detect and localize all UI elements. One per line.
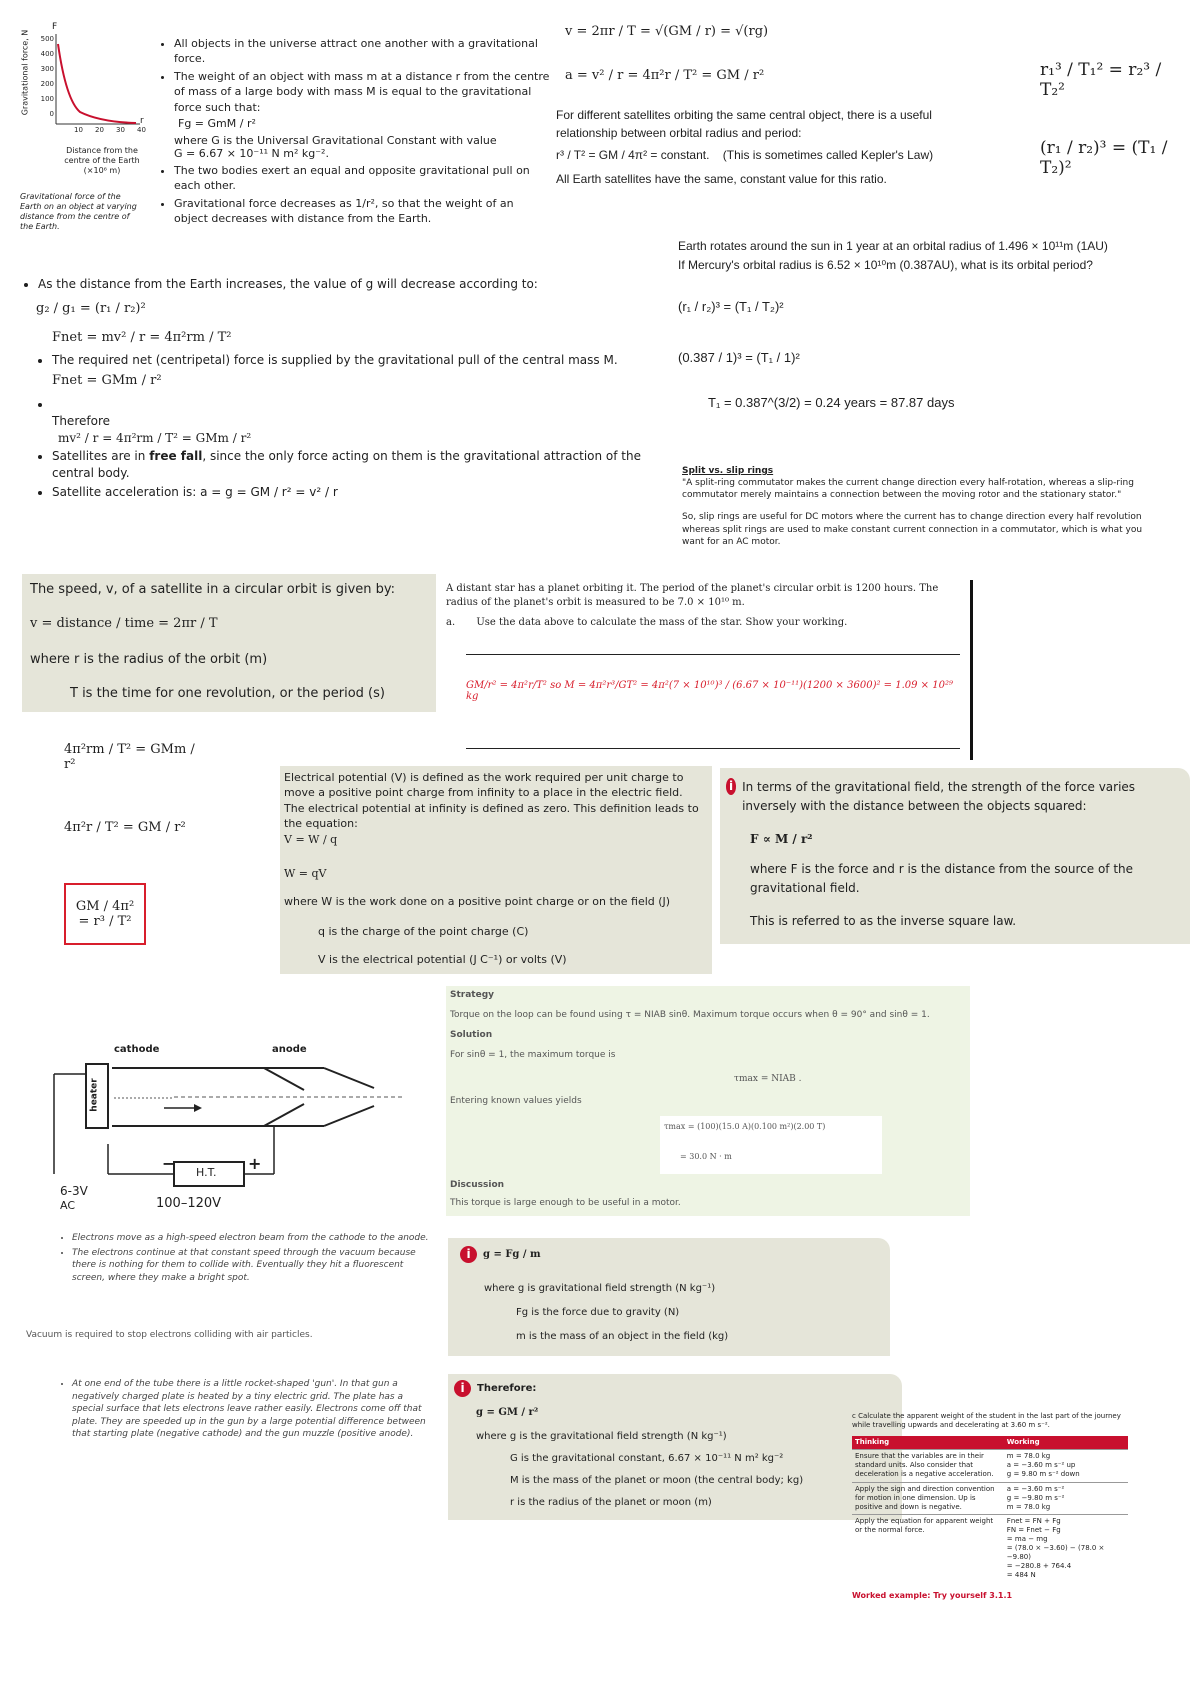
x-ticks: [74, 126, 146, 134]
therefore-title: Therefore:: [477, 1382, 537, 1394]
fnet2-eq: Fnet = GMm / r²: [52, 372, 162, 388]
inverse-p1: In terms of the gravitational field, the strength of the force varies inversely with the distance between the objects squared:: [742, 780, 1136, 814]
strategy-text: Torque on the loop can be found using τ = NIAB sinθ. Maximum torque occurs when θ = 90° and sinθ = 1.: [450, 1010, 930, 1020]
therefore-l1: where g is the gravitational field strength (N kg⁻¹): [476, 1431, 727, 1442]
mercury-eq2: (0.387 / 1)³ = (T₁ / 1)²: [678, 350, 800, 366]
x-tick: 40: [137, 126, 146, 134]
graph-x-label: Distance from the centre of the Earth (×10⁶ m): [64, 146, 140, 175]
intro-bullet: • All objects in the universe attract one another with a gravitational force.: [174, 36, 550, 67]
g-field-eq: g = Fg / m: [483, 1248, 541, 1260]
electric-eq1: V = W / q: [284, 833, 338, 846]
intro-bullet: • The weight of an object with mass m at a distance r from the centre of mass of a large body with mass M is equal to the gravitational force such that:: [174, 69, 550, 115]
speed-eq: v = distance / time = 2πr / T: [30, 616, 218, 631]
g-ratio: g₂ / g₁ = (r₁ / r₂)²: [36, 300, 146, 316]
star-answer: GM/r² = 4π²r/T² so M = 4π²r³/GT² = 4π²(7 × 10¹⁰)³ / (6.67 × 10⁻¹¹)(1200 × 3600)² = 1.09 × 10²⁹ kg: [466, 680, 953, 702]
tube-cathode-label: cathode: [114, 1044, 160, 1055]
star-text: A distant star has a planet orbiting it. The period of the planet's circular orbit is 1200 hours. The radius of the planet's orbit is measured to be 7.0 × 10¹⁰ m.: [446, 583, 939, 608]
y-ticks: [34, 32, 54, 122]
g-section: [22, 276, 662, 503]
mercury-problem: [678, 237, 1158, 414]
therefore-eq: mv² / r = 4π²rm / T² = GMm / r²: [58, 430, 252, 445]
info-icon: i: [460, 1246, 477, 1263]
kepler-ratio-1: r₁³ / T₁² = r₂³ / T₂²: [1040, 60, 1162, 100]
kepler-formula: r³ / T² = GM / 4π² = constant.: [556, 148, 710, 162]
worked-thinking: Apply the equation for apparent weight or the normal force.: [852, 1514, 1004, 1582]
x-symbol: r: [140, 116, 144, 126]
tube-middle: Vacuum is required to stop electrons colliding with air particles.: [26, 1330, 313, 1340]
tube-bullet3: • At one end of the tube there is a little rocket-shaped 'gun'. In that gun a negatively charged plate is heated by a tiny electric grid. The plate has a special surface that lets electrons leave rather easily. Electrons come off that plate. They are speeded up in the gun by a large potential difference between that starting plate (negative cathode) and the gun muzzle (positive anode).: [72, 1378, 434, 1441]
g-therefore: [52, 396, 662, 446]
speed-where2: T is the time for one revolution, or the period (s): [70, 686, 385, 701]
solution-text: For sinθ = 1, the maximum torque is: [450, 1050, 616, 1060]
mercury-line2: If Mercury's orbital radius is 6.52 × 10¹⁰m (0.387AU), what is its orbital period?: [678, 258, 1093, 273]
g-bullet1: • The required net (centripetal) force is supplied by the gravitational pull of the central mass M.: [52, 352, 662, 369]
calc-box: [660, 1116, 882, 1174]
worked-table: [852, 1436, 1128, 1582]
kepler-text: For different satellites orbiting the same central object, there is a useful relationship between orbital radius and period:: [556, 108, 932, 140]
x-tick: 20: [95, 126, 104, 134]
inverse-p2: where F is the force and r is the distance from the source of the gravitational field.: [750, 862, 1134, 896]
worked-working: a = −3.60 m s⁻² g = −9.80 m s⁻² m = 78.0 kg: [1004, 1482, 1128, 1514]
worked-working: m = 78.0 kg a = −3.60 m s⁻² up g = 9.80 m s⁻² down: [1004, 1450, 1128, 1482]
intro-bullets: [158, 36, 550, 229]
torque-box: [446, 986, 970, 1216]
tube-bullets: [56, 1232, 430, 1286]
tube-anode-label: anode: [272, 1044, 307, 1055]
g-bullet2-b: free fall: [149, 449, 203, 464]
therefore-box-eq: g = GM / r²: [476, 1407, 539, 1418]
worked-thinking: Ensure that the variables are in their standard units. Also consider that deceleration is a negative acceleration.: [852, 1450, 1004, 1482]
tube-heater-label: heater: [89, 1078, 100, 1112]
electron-tube-diagram: [44, 1044, 414, 1214]
worked-thinking: Apply the sign and direction convention for motion in one dimension. Up is positive and down is negative.: [852, 1482, 1004, 1514]
g-constant-line1: where G is the Universal Gravitational Constant with value: [174, 133, 497, 147]
kepler-section: [556, 106, 976, 188]
tube-plus: +: [248, 1154, 262, 1173]
star-problem: [440, 580, 973, 760]
y-symbol: F: [52, 22, 58, 32]
tube-left-volt-1: 6-3V: [60, 1184, 88, 1198]
calc-line2: = 30.0 N · m: [680, 1152, 732, 1161]
g-field-l2: Fg is the force due to gravity (N): [516, 1307, 680, 1318]
fg-formula: Fg = GmM / r²: [178, 116, 256, 130]
star-part-label: a.: [446, 617, 456, 628]
electric-box: [280, 766, 712, 974]
kepler-bullet: All Earth satellites have the same, constant value for this ratio.: [556, 172, 887, 186]
mercury-line1: Earth rotates around the sun in 1 year at an orbital radius of 1.496 × 10¹¹m (1AU): [678, 239, 1108, 253]
therefore-l2: G is the gravitational constant, 6.67 × 10⁻¹¹ N m² kg⁻²: [510, 1453, 784, 1464]
x-tick: 30: [116, 126, 125, 134]
split-rings-title: Split vs. slip rings: [682, 466, 774, 476]
inverse-eq: F ∝ M / r²: [750, 832, 813, 846]
split-rings: [682, 465, 1152, 548]
electric-w2: q is the charge of the point charge (C): [318, 925, 529, 938]
graph-caption: Gravitational force of the Earth on an object at varying distance from the centre of the Earth.: [20, 192, 137, 231]
split-rings-p2: So, slip rings are useful for DC motors where the current has to change direction every half revolution whereas split rings are used to make constant current connection in a commutator, which is what you want for an AC motor.: [682, 512, 1143, 547]
tube-ht-label: H.T.: [196, 1166, 217, 1179]
table-row: [852, 1482, 1128, 1514]
worked-example: [852, 1412, 1128, 1601]
force-distance-graph: [18, 22, 146, 148]
y-axis-label: Gravitational force, N: [20, 29, 30, 116]
force-curve: [58, 44, 136, 123]
g-field-l1: where g is gravitational field strength (N kg⁻¹): [484, 1283, 716, 1294]
g-bullet3: • Satellite acceleration is: a = g = GM / r² = v² / r: [52, 484, 662, 501]
g-bullet2: [52, 448, 662, 482]
kepler-ratio-2: (r₁ / r₂)³ = (T₁ / T₂)²: [1040, 138, 1168, 178]
x-tick: 10: [74, 126, 83, 134]
g-lead: • As the distance from the Earth increases, the value of g will decrease according to:: [38, 276, 662, 293]
y-tick: 400: [40, 50, 54, 58]
electric-p1: Electrical potential (V) is defined as the work required per unit charge to move a positive point charge from infinity to a place in the electric field. The electrical potential at infinity is defined as zero. This definition leads to the equation:: [284, 771, 699, 831]
tube-ht-volt: 100–120V: [156, 1196, 222, 1211]
strategy-label: Strategy: [450, 990, 495, 1000]
discussion-text: This torque is large enough to be useful in a motor.: [450, 1198, 681, 1208]
tube-minus: −: [162, 1154, 176, 1173]
g-field-box: [448, 1238, 890, 1356]
electric-w3: V is the electrical potential (J C⁻¹) or volts (V): [318, 953, 567, 966]
worked-caption: Worked example: Try yourself 3.1.1: [852, 1590, 1013, 1600]
derivation-eq3: GM / 4π² = r³ / T²: [64, 883, 146, 945]
speed-box: [22, 574, 436, 712]
tube-left-volt-2: AC: [60, 1199, 76, 1212]
kepler-note: (This is sometimes called Kepler's Law): [722, 148, 934, 162]
tube-bullet3-wrap: [56, 1378, 434, 1443]
g-constant-line2: G = 6.67 × 10⁻¹¹ N m² kg⁻².: [174, 146, 329, 160]
derivation-eq2: 4π²r / T² = GM / r²: [64, 820, 186, 835]
g-bullet2-c: , since the only force acting on them is the gravitational attraction of the central body.: [52, 449, 641, 481]
y-tick: 0: [49, 110, 54, 118]
mercury-eq1: (r₁ / r₂)³ = (T₁ / T₂)²: [678, 299, 784, 315]
intro-bullet: • Gravitational force decreases as 1/r², so that the weight of an object decreases with distance from the Earth.: [174, 196, 550, 227]
therefore-l4: r is the radius of the planet or moon (m): [510, 1497, 712, 1508]
intro-bullet: • The two bodies exert an equal and opposite gravitational pull on each other.: [174, 163, 550, 194]
worked-question: c Calculate the apparent weight of the student in the last part of the journey while travelling upwards and decelerating at 3.60 m s⁻².: [852, 1412, 1121, 1430]
answer-line: [466, 654, 960, 655]
g-bullet2-a: Satellites are in: [52, 449, 150, 464]
therefore-box: [448, 1374, 902, 1520]
tube-bullet: • The electrons continue at that constant speed through the vacuum because there is nothing for them to collide with. Eventually they hit a fluorescent screen, where they make a bright spot.: [72, 1247, 430, 1285]
y-tick: 200: [40, 80, 54, 88]
derivation-eq1: 4π²rm / T² = GMm / r²: [64, 742, 195, 772]
electric-eq2: W = qV: [284, 867, 327, 880]
inverse-p3: This is referred to as the inverse square law.: [750, 914, 1017, 928]
therefore-label: Therefore: [52, 413, 110, 428]
g-field-l3: m is the mass of an object in the field (kg): [516, 1331, 729, 1342]
star-part-text: Use the data above to calculate the mass of the star. Show your working.: [476, 617, 848, 628]
orbit-v-equation: v = 2πr / T = √(GM / r) = √(rg): [565, 24, 769, 39]
tube-bullet: • Electrons move as a high-speed electron beam from the cathode to the anode.: [72, 1232, 430, 1245]
tau-max: τmax = NIAB .: [734, 1074, 802, 1084]
answer-line: [466, 748, 960, 749]
y-tick: 300: [40, 65, 54, 73]
worked-working: Fnet = FN + Fg FN = Fnet − Fg = ma − mg = (78.0 × −3.60) − (78.0 × −9.80) = −280.8 + 764.4 = 484 N: [1004, 1514, 1128, 1582]
orbit-a-equation: a = v² / r = 4π²r / T² = GM / r²: [565, 68, 765, 83]
calc-line1: τmax = (100)(15.0 A)(0.100 m²)(2.00 T): [664, 1122, 826, 1131]
y-tick: 500: [40, 35, 54, 43]
discussion-label: Discussion: [450, 1180, 505, 1190]
y-tick: 100: [40, 95, 54, 103]
worked-col2: Working: [1004, 1436, 1128, 1450]
info-icon: i: [726, 778, 736, 795]
electric-w1: where W is the work done on a positive point charge or on the field (J): [284, 895, 671, 908]
worked-col1: Thinking: [852, 1436, 1004, 1450]
therefore-l3: M is the mass of the planet or moon (the central body; kg): [510, 1475, 804, 1486]
solution-label: Solution: [450, 1030, 493, 1040]
table-row: [852, 1514, 1128, 1582]
speed-where1: where r is the radius of the orbit (m): [30, 652, 268, 667]
split-rings-p1: "A split-ring commutator makes the current change direction every half-rotation, whereas a slip-ring commutator merely maintains a connection between the moving rotor and the stationary stator.": [682, 478, 1134, 501]
entering-text: Entering known values yields: [450, 1096, 582, 1106]
speed-intro: The speed, v, of a satellite in a circular orbit is given by:: [30, 582, 396, 597]
derivation: [64, 742, 204, 945]
inverse-square-box: [720, 768, 1190, 944]
tube-svg: [44, 1044, 414, 1214]
fnet-eq: Fnet = mv² / r = 4π²rm / T²: [52, 330, 232, 346]
table-row: [852, 1450, 1128, 1482]
info-icon: i: [454, 1380, 471, 1397]
mercury-eq3: T₁ = 0.387^(3/2) = 0.24 years = 87.87 days: [708, 394, 955, 410]
